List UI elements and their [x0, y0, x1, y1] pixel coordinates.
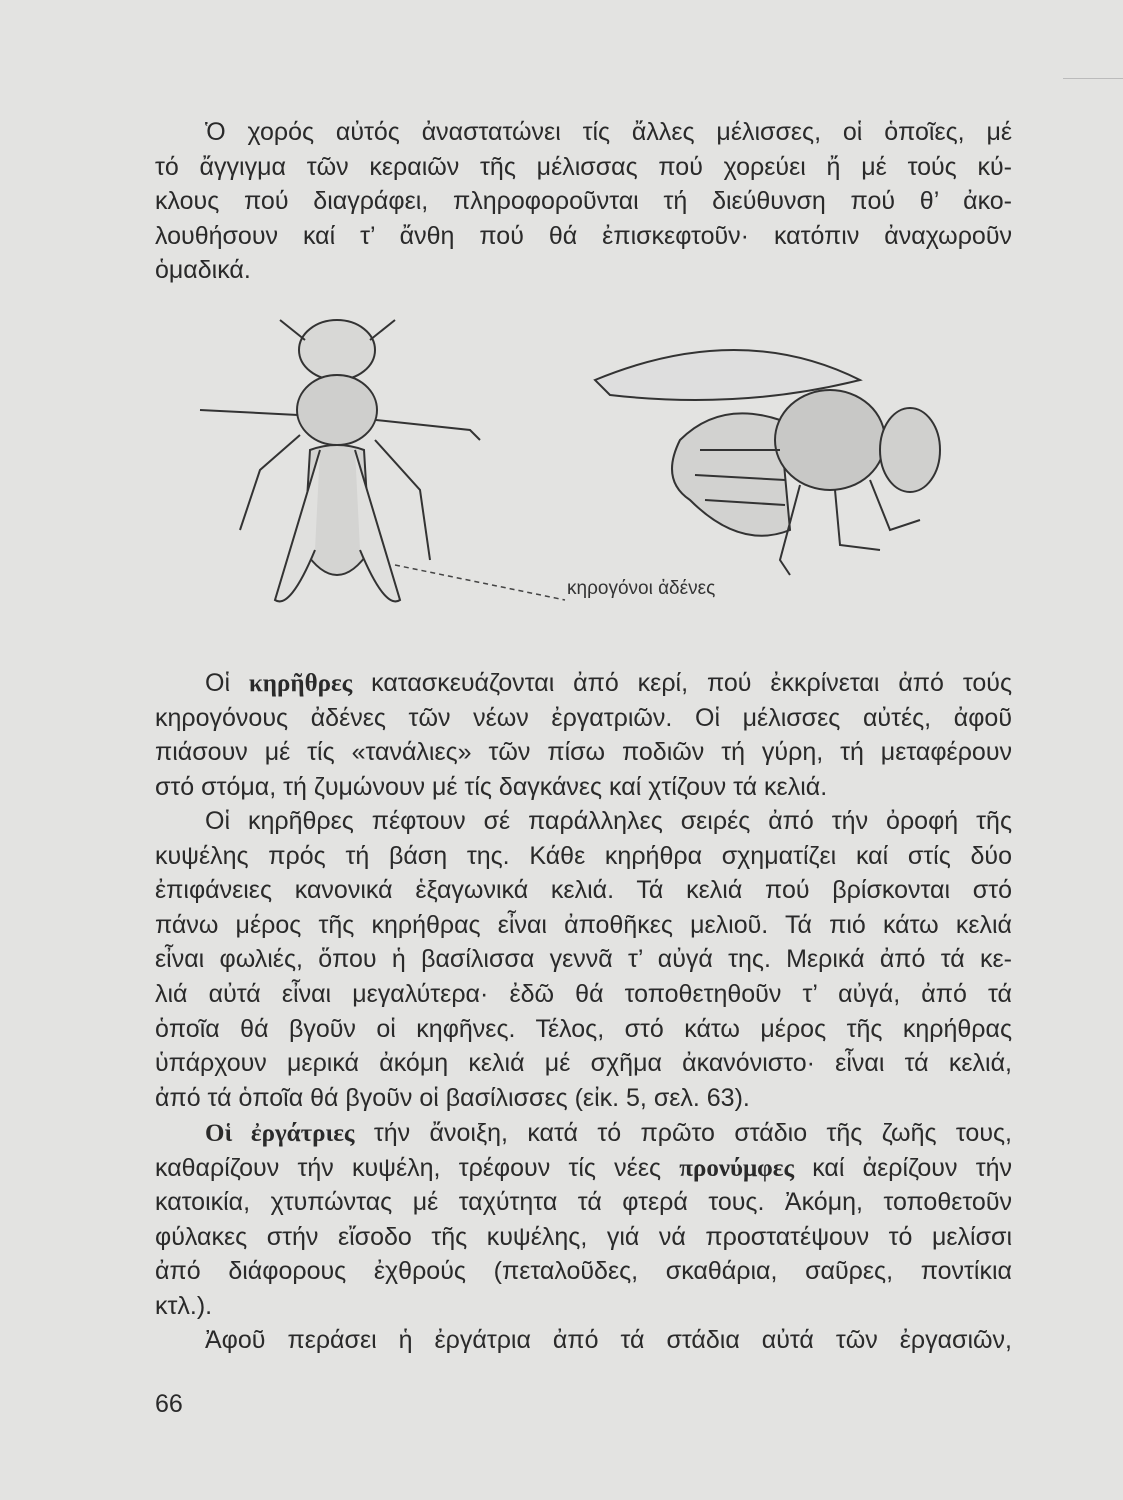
text-segment: κλους πού διαγράφει, πληροφοροῦνται τή διεύθυνση πού θ’ ἀκο-	[155, 187, 1012, 216]
text-line	[155, 115, 1012, 150]
text-line	[155, 666, 1012, 701]
text-line	[155, 150, 1012, 185]
paragraph-cells	[155, 804, 1012, 1115]
text-segment: πάνω μέρος τῆς κηρήθρας εἶναι ἀποθῆκες μελιοῦ. Τά πιό κάτω κελιά	[155, 910, 1012, 939]
text-segment: λιά αὐτά εἶναι μεγαλύτερα· ἐδῶ θά τοποθετηθοῦν τ’ αὐγά, ἀπό τά	[155, 979, 1012, 1008]
text-segment: ἀπό διάφορους ἐχθρούς (πεταλοῦδες, σκαθάρια, σαῦρες, ποντίκια	[155, 1257, 1012, 1286]
text-line	[155, 1151, 1012, 1186]
text-line	[155, 942, 1012, 977]
bold-term: Οἱ ἐργάτριες	[205, 1120, 355, 1147]
text-line	[155, 1116, 1012, 1151]
page-number: 66	[155, 1390, 183, 1418]
text-segment: πιάσουν μέ τίς «τανάλιες» τῶν πίσω ποδιῶν τή γύρη, τή μεταφέρουν	[155, 738, 1012, 767]
text-segment: κηρογόνους ἀδένες τῶν νέων ἐργατριῶν. Οἱ μέλισσες αὐτές, ἀφοῦ	[155, 703, 1012, 732]
text-line	[155, 1289, 1012, 1324]
text-segment: Ἀφοῦ περάσει ἡ ἐργάτρια ἀπό τά στάδια αὐτά τῶν ἐργασιῶν,	[205, 1326, 1012, 1354]
paragraph-continuation	[155, 1323, 1012, 1358]
text-segment: κατασκευάζονται ἀπό κερί, πού ἐκκρίνεται ἀπό τούς	[352, 669, 1013, 697]
text-segment: κτλ.).	[155, 1291, 213, 1320]
text-segment: κυψέλης πρός τή βάση της. Κάθε κηρήθρα σχηματίζει καί στίς δύο	[155, 841, 1012, 870]
text-segment: ὁποῖα θά βγοῦν οἱ κηφῆνες. Τέλος, στό κάτω μέρος τῆς κηρήθρας	[155, 1014, 1012, 1043]
text-segment: Οἱ	[205, 669, 249, 697]
text-line	[155, 253, 1012, 288]
bold-term: προνύμφες	[679, 1154, 794, 1182]
text-segment: Οἱ κηρῆθρες πέφτουν σέ παράλληλες σειρές ἀπό τήν ὀροφή τῆς	[205, 807, 1012, 835]
text-line	[155, 804, 1012, 839]
text-line	[155, 908, 1012, 943]
text-segment: Ὁ χορός αὐτός ἀναστατώνει τίς ἄλλες μέλισσες, οἱ ὁποῖες, μέ	[205, 118, 1012, 146]
text-segment: ὁμαδικά.	[155, 256, 251, 285]
text-segment: εἶναι φωλιές, ὅπου ἡ βασίλισσα γεννᾶ τ’ αὐγά της. Μερικά ἀπό τά κε-	[155, 945, 1012, 974]
text-segment: ἀπό τά ὁποῖα θά βγοῦν οἱ βασίλισσες (εἰκ. 5, σελ. 63).	[155, 1083, 750, 1112]
caption-pointer-line	[395, 565, 565, 600]
text-line	[155, 184, 1012, 219]
text-segment: κατοικία, χτυπώντας μέ ταχύτητα τά φτερά τους. Ἀκόμη, τοποθετοῦν	[155, 1188, 1012, 1217]
text-line	[155, 1012, 1012, 1047]
bold-term: κηρῆθρες	[248, 670, 353, 697]
text-line	[155, 977, 1012, 1012]
text-line	[155, 770, 1012, 805]
text-line	[155, 219, 1012, 254]
page-edge-line	[1063, 78, 1123, 79]
text-segment: καθαρίζουν τήν κυψέλη, τρέφουν τίς νέες	[155, 1153, 680, 1182]
text-segment: ἐπιφάνειες κανονικά ἑξαγωνικά κελιά. Τά κελιά πού βρίσκονται στό	[155, 876, 1012, 905]
worker-bee-top-view	[200, 320, 480, 601]
text-segment: στό στόμα, τή ζυμώνουν μέ τίς δαγκάνες καί χτίζουν τά κελιά.	[155, 772, 828, 801]
figure-caption: κηρογόνοι ἀδένες	[567, 578, 716, 599]
paragraph-dance	[155, 115, 1012, 288]
text-segment: λουθήσουν καί τ’ ἄνθη πού θά ἐπισκεφτοῦν· κατόπιν ἀναχωροῦν	[155, 221, 1012, 250]
text-line	[155, 873, 1012, 908]
text-line	[155, 1254, 1012, 1289]
text-line	[155, 1220, 1012, 1255]
text-line	[155, 1185, 1012, 1220]
text-line	[155, 1081, 1012, 1116]
paragraph-workers	[155, 1116, 1012, 1324]
text-line	[155, 1046, 1012, 1081]
text-line	[155, 701, 1012, 736]
text-segment: τήν ἄνοιξη, κατά τό πρῶτο στάδιο τῆς ζωῆς τους,	[354, 1119, 1012, 1147]
text-line	[155, 1323, 1012, 1358]
text-line	[155, 735, 1012, 770]
text-segment: τό ἄγγιγμα τῶν κεραιῶν τῆς μέλισσας πού χορεύει ἤ μέ τούς κύ-	[155, 152, 1012, 181]
text-segment: καί ἀερίζουν τήν	[794, 1153, 1012, 1182]
text-segment: ὑπάρχουν μερικά ἀκόμη κελιά μέ σχῆμα ἀκανόνιστο· εἶναι τά κελιά,	[155, 1049, 1012, 1078]
worker-bee-side-view	[595, 350, 940, 575]
text-line	[155, 839, 1012, 874]
paragraph-combs	[155, 666, 1012, 804]
text-segment: φύλακες στήν εἴσοδο τῆς κυψέλης, γιά νά προστατέψουν τό μελίσσι	[155, 1222, 1012, 1251]
